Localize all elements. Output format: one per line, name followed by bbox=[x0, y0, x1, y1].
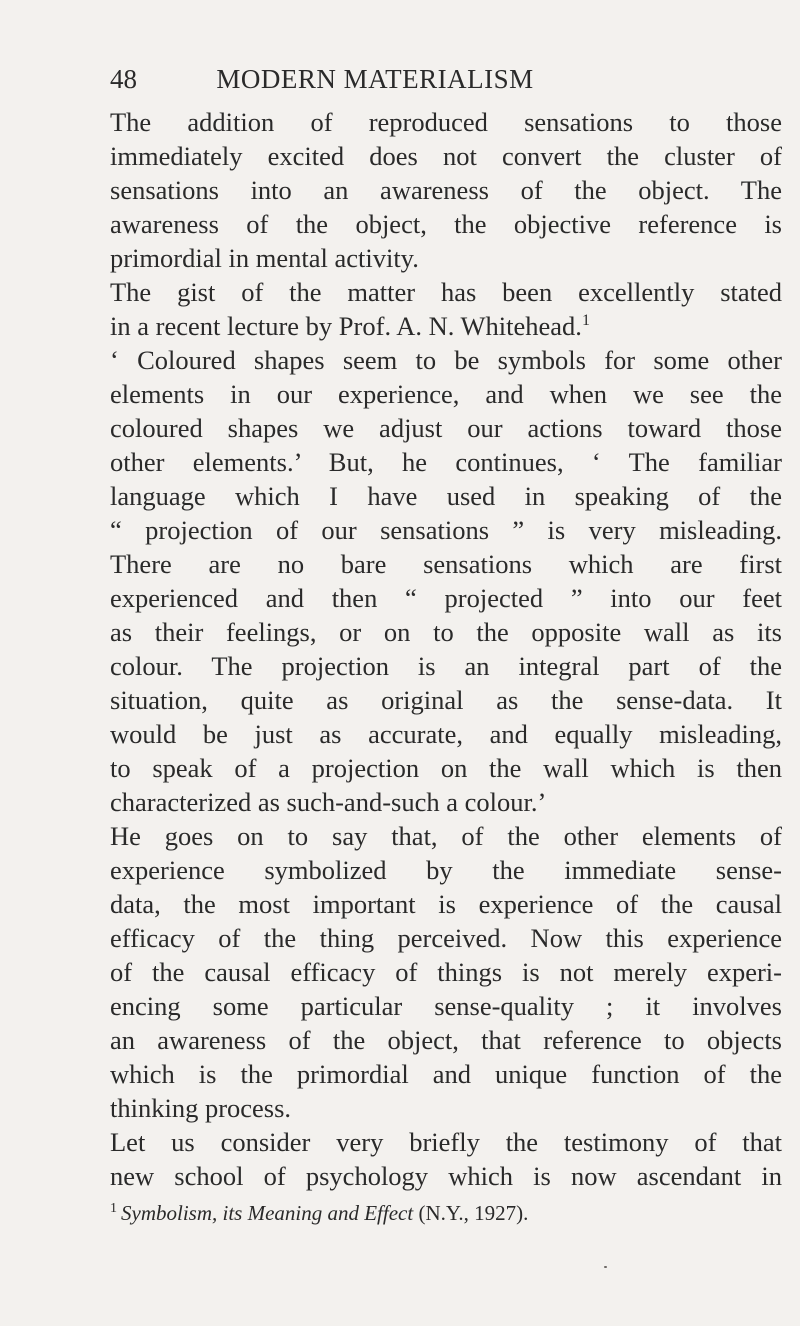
text-line: of the causal efficacy of things is not merely experi- bbox=[110, 957, 782, 987]
text-line: other elements.’ But, he continues, ‘ The familiar bbox=[110, 447, 782, 477]
text-line: The gist of the matter has been excellently stated bbox=[110, 277, 782, 307]
text-line-with-footnote bbox=[110, 309, 782, 343]
text-line: elements in our experience, and when we see the bbox=[110, 379, 782, 409]
running-head: MODERN MATERIALISM bbox=[216, 64, 534, 94]
text-line: data, the most important is experience of the causal bbox=[110, 889, 782, 919]
text-line: awareness of the object, the objective reference is bbox=[110, 209, 782, 239]
text-line: characterized as such-and-such a colour.’ bbox=[110, 787, 547, 817]
footnote-marker: 1 bbox=[110, 1201, 117, 1216]
text-line: primordial in mental activity. bbox=[110, 243, 419, 273]
text-line: encing some particular sense-quality ; it involves bbox=[110, 991, 782, 1021]
text-line: to speak of a projection on the wall which is then bbox=[110, 753, 782, 783]
text-line: The addition of reproduced sensations to those bbox=[110, 107, 782, 137]
text-line: an awareness of the object, that reference to objects bbox=[110, 1025, 782, 1055]
text-line: situation, quite as original as the sense-data. It bbox=[110, 685, 782, 715]
paper-speck bbox=[604, 1266, 607, 1268]
page-number: 48 bbox=[110, 64, 137, 94]
text-line: experienced and then “ projected ” into our feet bbox=[110, 583, 782, 613]
text-line: language which I have used in speaking of the bbox=[110, 481, 782, 511]
text-line: new school of psychology which is now ascendant in bbox=[110, 1161, 782, 1191]
text-line: thinking process. bbox=[110, 1093, 292, 1123]
text-line: coloured shapes we adjust our actions toward those bbox=[110, 413, 782, 443]
footnote-citation: (N.Y., 1927). bbox=[413, 1201, 529, 1225]
text-line: There are no bare sensations which are first bbox=[110, 549, 782, 579]
text-line: “ projection of our sensations ” is very misleading. bbox=[110, 515, 782, 545]
body-text bbox=[110, 105, 782, 1193]
text-line: experience symbolized by the immediate sense- bbox=[110, 855, 782, 885]
text-line: which is the primordial and unique function of the bbox=[110, 1059, 782, 1089]
text-line: immediately excited does not convert the cluster of bbox=[110, 141, 782, 171]
page-header bbox=[110, 62, 640, 96]
text-line: ‘ Coloured shapes seem to be symbols for some other bbox=[110, 345, 782, 375]
text-line-content: in a recent lecture by Prof. A. N. Whitehead. bbox=[110, 311, 582, 341]
footnote bbox=[110, 1195, 782, 1227]
footnote-reference: 1 bbox=[581, 312, 590, 330]
text-line: He goes on to say that, of the other elements of bbox=[110, 821, 782, 851]
text-line: would be just as accurate, and equally misleading, bbox=[110, 719, 782, 749]
text-line: Let us consider very briefly the testimony of that bbox=[110, 1127, 782, 1157]
footnote-title: Symbolism, its Meaning and Effect bbox=[121, 1201, 414, 1225]
text-line: efficacy of the thing perceived. Now this experience bbox=[110, 923, 782, 953]
text-line: sensations into an awareness of the object. The bbox=[110, 175, 782, 205]
text-line: colour. The projection is an integral part of the bbox=[110, 651, 782, 681]
text-line: as their feelings, or on to the opposite wall as its bbox=[110, 617, 782, 647]
